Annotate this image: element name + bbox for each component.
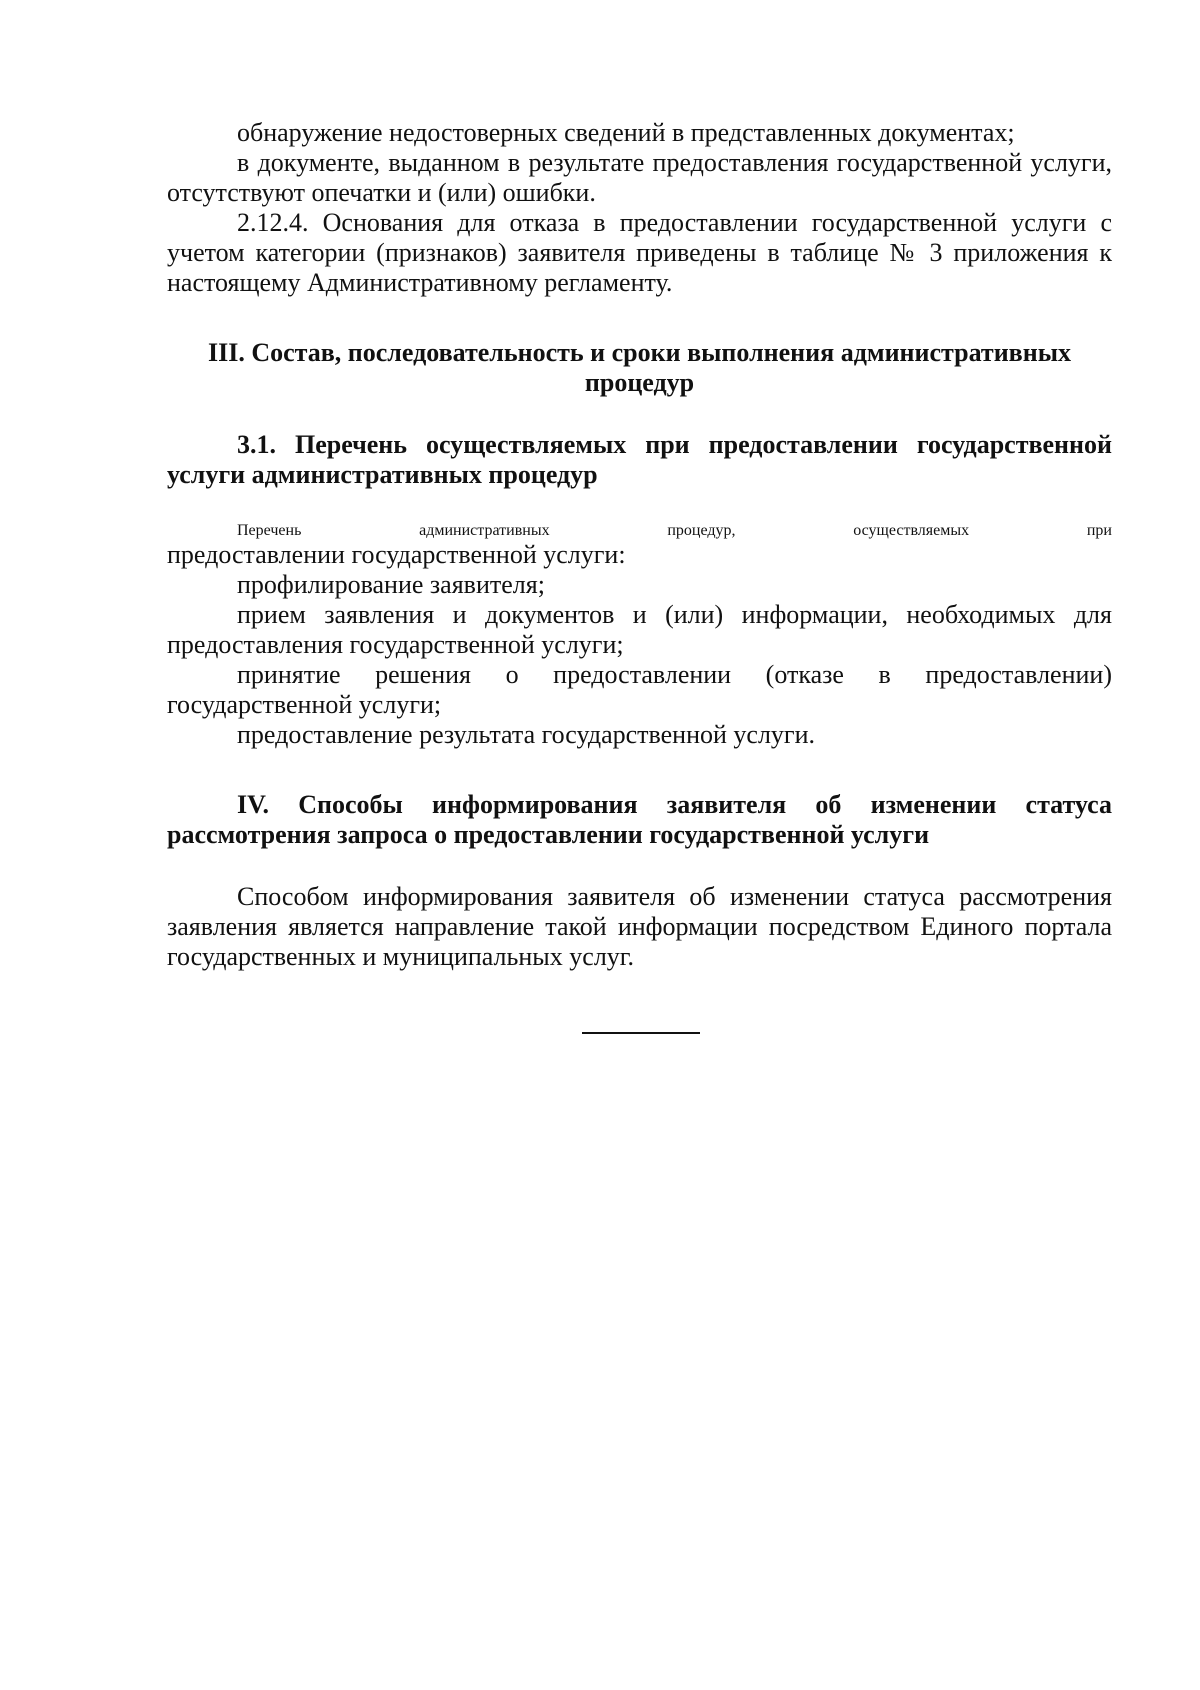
procedure-item: принятие решения о предоставлении (отказе в предоставлении) государственной услуги; [167, 660, 1112, 719]
item-no-typos: в документе, выданном в результате предоставления государственной услуги, отсутствуют опечатки и (или) ошибки. [167, 148, 1112, 207]
section-4-body: Способом информирования заявителя об изменении статуса рассмотрения заявления является направление такой информации посредством Единого портала государственных и муниципальных услуг. [167, 882, 1112, 971]
subsection-3-1-title: 3.1. Перечень осуществляемых при предоставлении государственной услуги административных процедур [167, 430, 1112, 489]
procedures-intro-line2: предоставлении государственной услуги: [167, 540, 626, 569]
procedure-item: прием заявления и документов и (или) информации, необходимых для предоставления государственной услуги; [167, 600, 1112, 659]
item-unreliable-info: обнаружение недостоверных сведений в представленных документах; [237, 118, 1015, 147]
intro-word: при [1086, 522, 1112, 539]
section-3-title-line1: III. Состав, последовательность и сроки выполнения административных [207, 338, 1071, 367]
end-of-document-rule [582, 1032, 700, 1034]
intro-word: административных [419, 522, 550, 539]
clause-2-12-4: 2.12.4. Основания для отказа в предоставлении государственной услуги с учетом категории (признаков) заявителя приведены в таблице № 3 приложения к настоящему Административному регламенту. [167, 208, 1112, 297]
document-page [167, 118, 1112, 972]
section-3-title-line2: процедур [584, 368, 695, 397]
procedures-intro-line1 [167, 522, 1112, 540]
intro-word: Перечень [237, 522, 302, 539]
procedure-item: предоставление результата государственной услуги. [237, 720, 816, 749]
intro-word: осуществляемых [853, 522, 970, 539]
procedure-item: профилирование заявителя; [237, 570, 545, 599]
section-4-title: IV. Способы информирования заявителя об изменении статуса рассмотрения запроса о предоставлении государственной услуги [167, 790, 1112, 849]
intro-word: процедур, [667, 522, 736, 539]
